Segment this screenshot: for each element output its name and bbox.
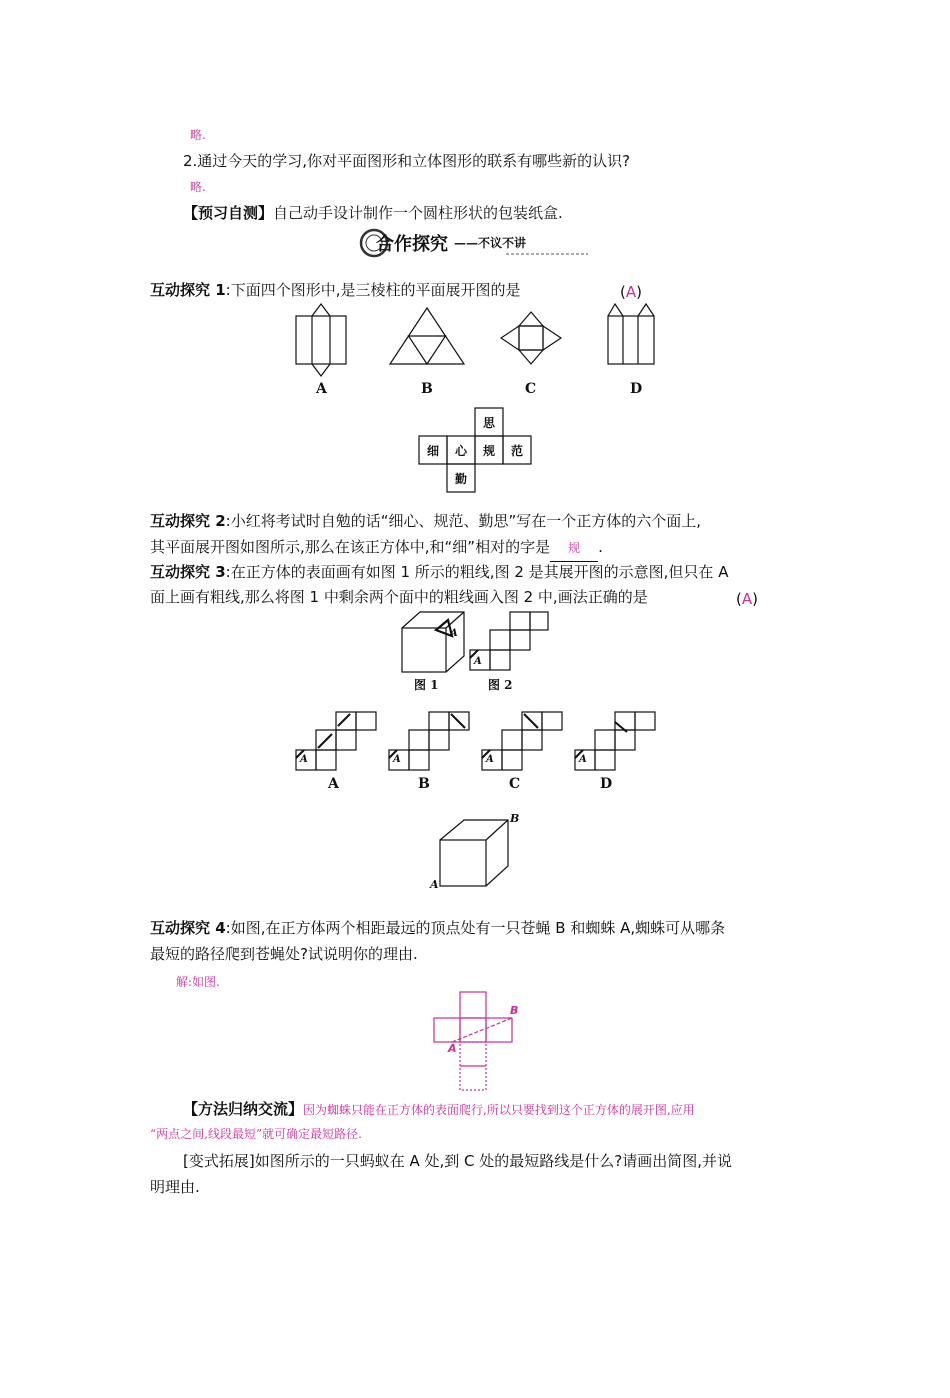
problem-2-label: 互动探究 2 <box>150 512 226 530</box>
problem-4-answer: 解:如图. <box>176 975 220 989</box>
net-point-a: A <box>448 1042 457 1055</box>
p3-option-a: A <box>328 776 339 792</box>
opt-b-face: A <box>393 754 401 765</box>
p3-option-c: C <box>509 776 521 792</box>
problem-3-label: 互动探究 3 <box>150 563 226 581</box>
extension-label: [变式拓展] <box>183 1152 255 1170</box>
net-char-1: 细 <box>427 444 440 458</box>
method-text1: 因为蜘蛛只能在正方体的表面爬行,所以只要找到这个正方体的展开图,应用 <box>303 1103 695 1117</box>
section-banner <box>356 228 596 260</box>
problem-3-text2: 面上画有粗线,那么将图 1 中剩余两个面中的粗线画入图 2 中,画法正确的是 <box>150 588 648 606</box>
fig2-caption: 图 2 <box>488 678 513 692</box>
answer-2: 略. <box>190 180 206 194</box>
section-subtitle: ——不议不讲 <box>454 236 527 250</box>
problem-4-label: 互动探究 4 <box>150 919 226 937</box>
p1-option-c: C <box>525 381 537 397</box>
problem-2-text1: :小红将考试时自勉的话“细心、规范、勤思”写在一个正方体的六个面上, <box>225 512 702 530</box>
extension-line2: 明理由. <box>150 1178 200 1196</box>
problem-2-line2 <box>150 534 603 562</box>
problem-1-answer: (A) <box>620 283 642 301</box>
preview-line <box>183 200 563 226</box>
problem-3-line1 <box>150 559 728 585</box>
net-point-b: B <box>510 1004 519 1017</box>
problem-2-line1 <box>150 508 701 534</box>
p3-option-b: B <box>418 776 430 792</box>
problem-2-answer: 规 <box>568 541 581 555</box>
p1-option-b: B <box>421 381 433 397</box>
p1-option-a: A <box>316 381 327 397</box>
opt-d-face: A <box>579 754 587 765</box>
answer-letter: A <box>741 590 753 608</box>
fig1-face-label: A <box>450 628 458 639</box>
net-char-bottom: 勤 <box>455 472 468 486</box>
p3-option-d: D <box>600 776 613 792</box>
problem-3-text1: :在正方体的表面画有如图 1 所示的粗线,图 2 是其展开图的示意图,但只在 A <box>225 563 729 581</box>
problem-2-text2: 其平面展开图如图所示,那么在该正方体中,和“细”相对的字是 <box>150 538 551 556</box>
problem-3-line2 <box>150 584 648 610</box>
net-char-4: 范 <box>511 444 524 458</box>
question-2: 2.通过今天的学习,你对平面图形和立体图形的联系有哪些新的认识? <box>183 152 631 170</box>
answer-1: 略. <box>190 128 206 142</box>
problem-3-answer: (A) <box>736 590 758 608</box>
problem-4-text1: :如图,在正方体两个相距最远的顶点处有一只苍蝇 B 和蜘蛛 A,蜘蛛可从哪条 <box>225 919 726 937</box>
p1-option-d: D <box>630 381 643 397</box>
prism-nets-figure <box>290 300 670 380</box>
method-label: 【方法归纳交流】 <box>183 1100 304 1118</box>
problem-4-line1 <box>150 915 725 941</box>
problem-1-text: :下面四个图形中,是三棱柱的平面展开图的是 <box>225 281 521 299</box>
net-char-2: 心 <box>455 444 468 458</box>
preview-text: 自己动手设计制作一个圆柱形状的包装纸盒. <box>273 204 563 222</box>
opt-a-face: A <box>300 754 308 765</box>
cube-vertex-b: B <box>510 812 520 825</box>
section-title: 合作探究 <box>376 234 448 255</box>
cube-ab-figure <box>436 814 516 890</box>
extension-line1 <box>183 1148 732 1174</box>
net-char-3: 规 <box>483 444 496 458</box>
method-line1 <box>183 1096 695 1123</box>
problem-2-blank <box>550 534 598 562</box>
answer-letter: A <box>625 283 637 301</box>
fig2-face-label: A <box>474 656 482 667</box>
p3-options-figure <box>292 710 662 774</box>
problem-1-label: 互动探究 1 <box>150 281 226 299</box>
net-char-top: 思 <box>483 416 496 430</box>
opt-c-face: A <box>486 754 494 765</box>
fig1-caption: 图 1 <box>414 678 439 692</box>
cube-vertex-a: A <box>430 878 439 891</box>
problem-2-period: . <box>598 538 603 556</box>
extension-text1: 如图所示的一只蚂蚁在 A 处,到 C 处的最短路线是什么?请画出简图,并说 <box>254 1152 733 1170</box>
problem-4-line2: 最短的路径爬到苍蝇处?试说明你的理由. <box>150 945 418 963</box>
preview-label: 【预习自测】 <box>183 204 274 222</box>
method-line2: “两点之间,线段最短”就可确定最短路径. <box>150 1127 362 1141</box>
character-net <box>418 407 534 493</box>
